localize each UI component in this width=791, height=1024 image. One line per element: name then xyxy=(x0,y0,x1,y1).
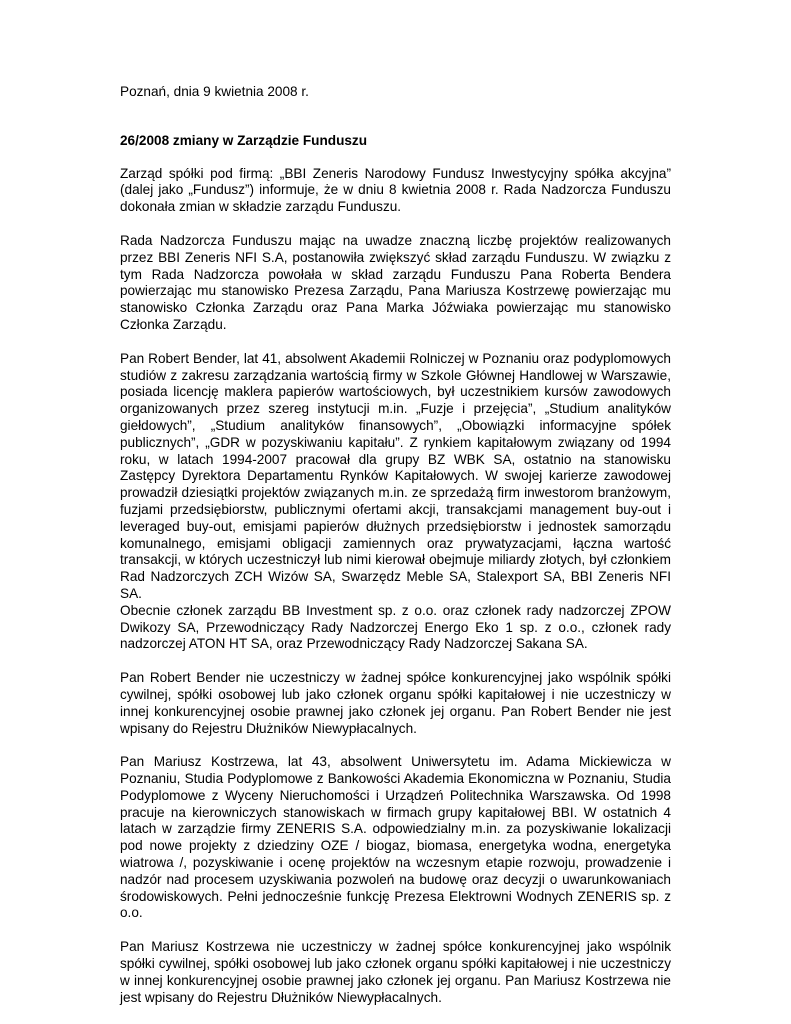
document-page xyxy=(120,84,671,1023)
paragraph-kostrzewa-bio: Pan Mariusz Kostrzewa, lat 43, absolwent Uniwersytetu im. Adama Mickiewicza w Poznaniu, Studia Podyplomowe z Bankowości Akademia Ekonomiczna w Poznaniu, Studia Podyplomowe z Wyceny Nieruchomości i Urządzeń Politechnika Warszawska. Od 1998 pracuje na kierowniczych stanowiskach w firmach grupy kapitałowej BBI. W ostatnich 4 latach w zarządzie firmy ZENERIS S.A. odpowiedzialny m.in. za pozyskiwanie lokalizacji pod nowe projekty z dziedziny OZE / biogaz, biomasa, energetyka wodna, energetyka wiatrowa /, pozyskiwanie i ocenę projektów na wczesnym etapie rozwoju, prowadzenie i nadzór nad procesem uzyskiwania pozwoleń na budowę oraz decyzji o uwarunkowaniach środowiskowych. Pełni jednocześnie funkcję Prezesa Elektrowni Wodnych ZENERIS sp. z o.o. xyxy=(120,754,671,921)
document-heading: 26/2008 zmiany w Zarządzie Funduszu xyxy=(120,132,368,148)
paragraph-bender-declaration: Pan Robert Bender nie uczestniczy w żadnej spółce konkurencyjnej jako wspólnik spółki cywilnej, spółki osobowej lub jako członek organu spółki kapitałowej i nie uczestniczy w innej konkurencyjnej osobie prawnej jako członek jej organu. Pan Robert Bender nie jest wpisany do Rejestru Dłużników Niewypłacalnych. xyxy=(120,670,671,736)
paragraph-bender-bio: Pan Robert Bender, lat 41, absolwent Akademii Rolniczej w Poznaniu oraz podyplomowych studiów z zakresu zarządzania wartością firmy w Szkole Głównej Handlowej w Warszawie, posiada licencję maklera papierów wartościowych, był uczestnikiem kursów zawodowych organizowanych przez szereg instytucji m.in. „Fuzje i przejęcia”, „Studium analityków giełdowych”, „Studium analityków finansowych”, „Obowiązki informacyjne spółek publicznych”, „GDR w pozyskiwaniu kapitału”. Z rynkiem kapitałowym związany od 1994 roku, w latach 1994-2007 pracował dla grupy BZ WBK SA, ostatnio na stanowisku Zastępcy Dyrektora Departamentu Rynków Kapitałowych. W swojej karierze zawodowej prowadził dziesiątki projektów związanych m.in. ze sprzedażą firm inwestorom branżowym, fuzjami przedsiębiorstw, publicznymi ofertami akcji, transakcjami management buy-out i leveraged buy-out, emisjami papierów dłużnych przedsiębiorstw i jednostek samorządu komunalnego, emisjami obligacji zamiennych oraz prywatyzacjami, łączna wartość transakcji, w których uczestniczył lub nimi kierował obejmuje miliardy złotych, był członkiem Rad Nadzorczych ZCH Wizów SA, Swarzędz Meble SA, Stalexport SA, BBI Zeneris NFI SA. xyxy=(120,350,671,601)
paragraph-board-appointments: Rada Nadzorcza Funduszu mając na uwadze znaczną liczbę projektów realizowanych przez BBI Zeneris NFI S.A, postanowiła zwiększyć skład zarządu Funduszu. W związku z tym Rada Nadzorcza powołała w skład zarządu Funduszu Pana Roberta Bendera powierzając mu stanowisko Prezesa Zarządu, Pana Mariusza Kostrzewę powierzając mu stanowisko Członka Zarządu oraz Pana Marka Jóźwiaka powierzając mu stanowisko Członka Zarządu. xyxy=(120,232,671,332)
paragraph-bender-current-roles: Obecnie członek zarządu BB Investment sp. z o.o. oraz członek rady nadzorczej ZPOW Dwikozy SA, Przewodniczący Rady Nadzorczej Energo Eko 1 sp. z o.o., członek rady nadzorczej ATON HT SA, oraz Przewodniczący Rady Nadzorczej Sakana SA. xyxy=(120,602,671,652)
paragraph-announcement: Zarząd spółki pod firmą: „BBI Zeneris Narodowy Fundusz Inwestycyjny spółka akcyjna” (dalej jako „Fundusz”) informuje, że w dniu 8 kwietnia 2008 r. Rada Nadzorcza Funduszu dokonała zmian w składzie zarządu Funduszu. xyxy=(120,165,671,215)
date-line: Poznań, dnia 9 kwietnia 2008 r. xyxy=(120,84,309,99)
paragraph-kostrzewa-declaration: Pan Mariusz Kostrzewa nie uczestniczy w żadnej spółce konkurencyjnej jako wspólnik spółki cywilnej, spółki osobowej lub jako członek organu spółki kapitałowej i nie uczestniczy w innej konkurencyjnej osobie prawnej jako członek jej organu. Pan Mariusz Kostrzewa nie jest wpisany do Rejestru Dłużników Niewypłacalnych. xyxy=(120,939,671,1005)
